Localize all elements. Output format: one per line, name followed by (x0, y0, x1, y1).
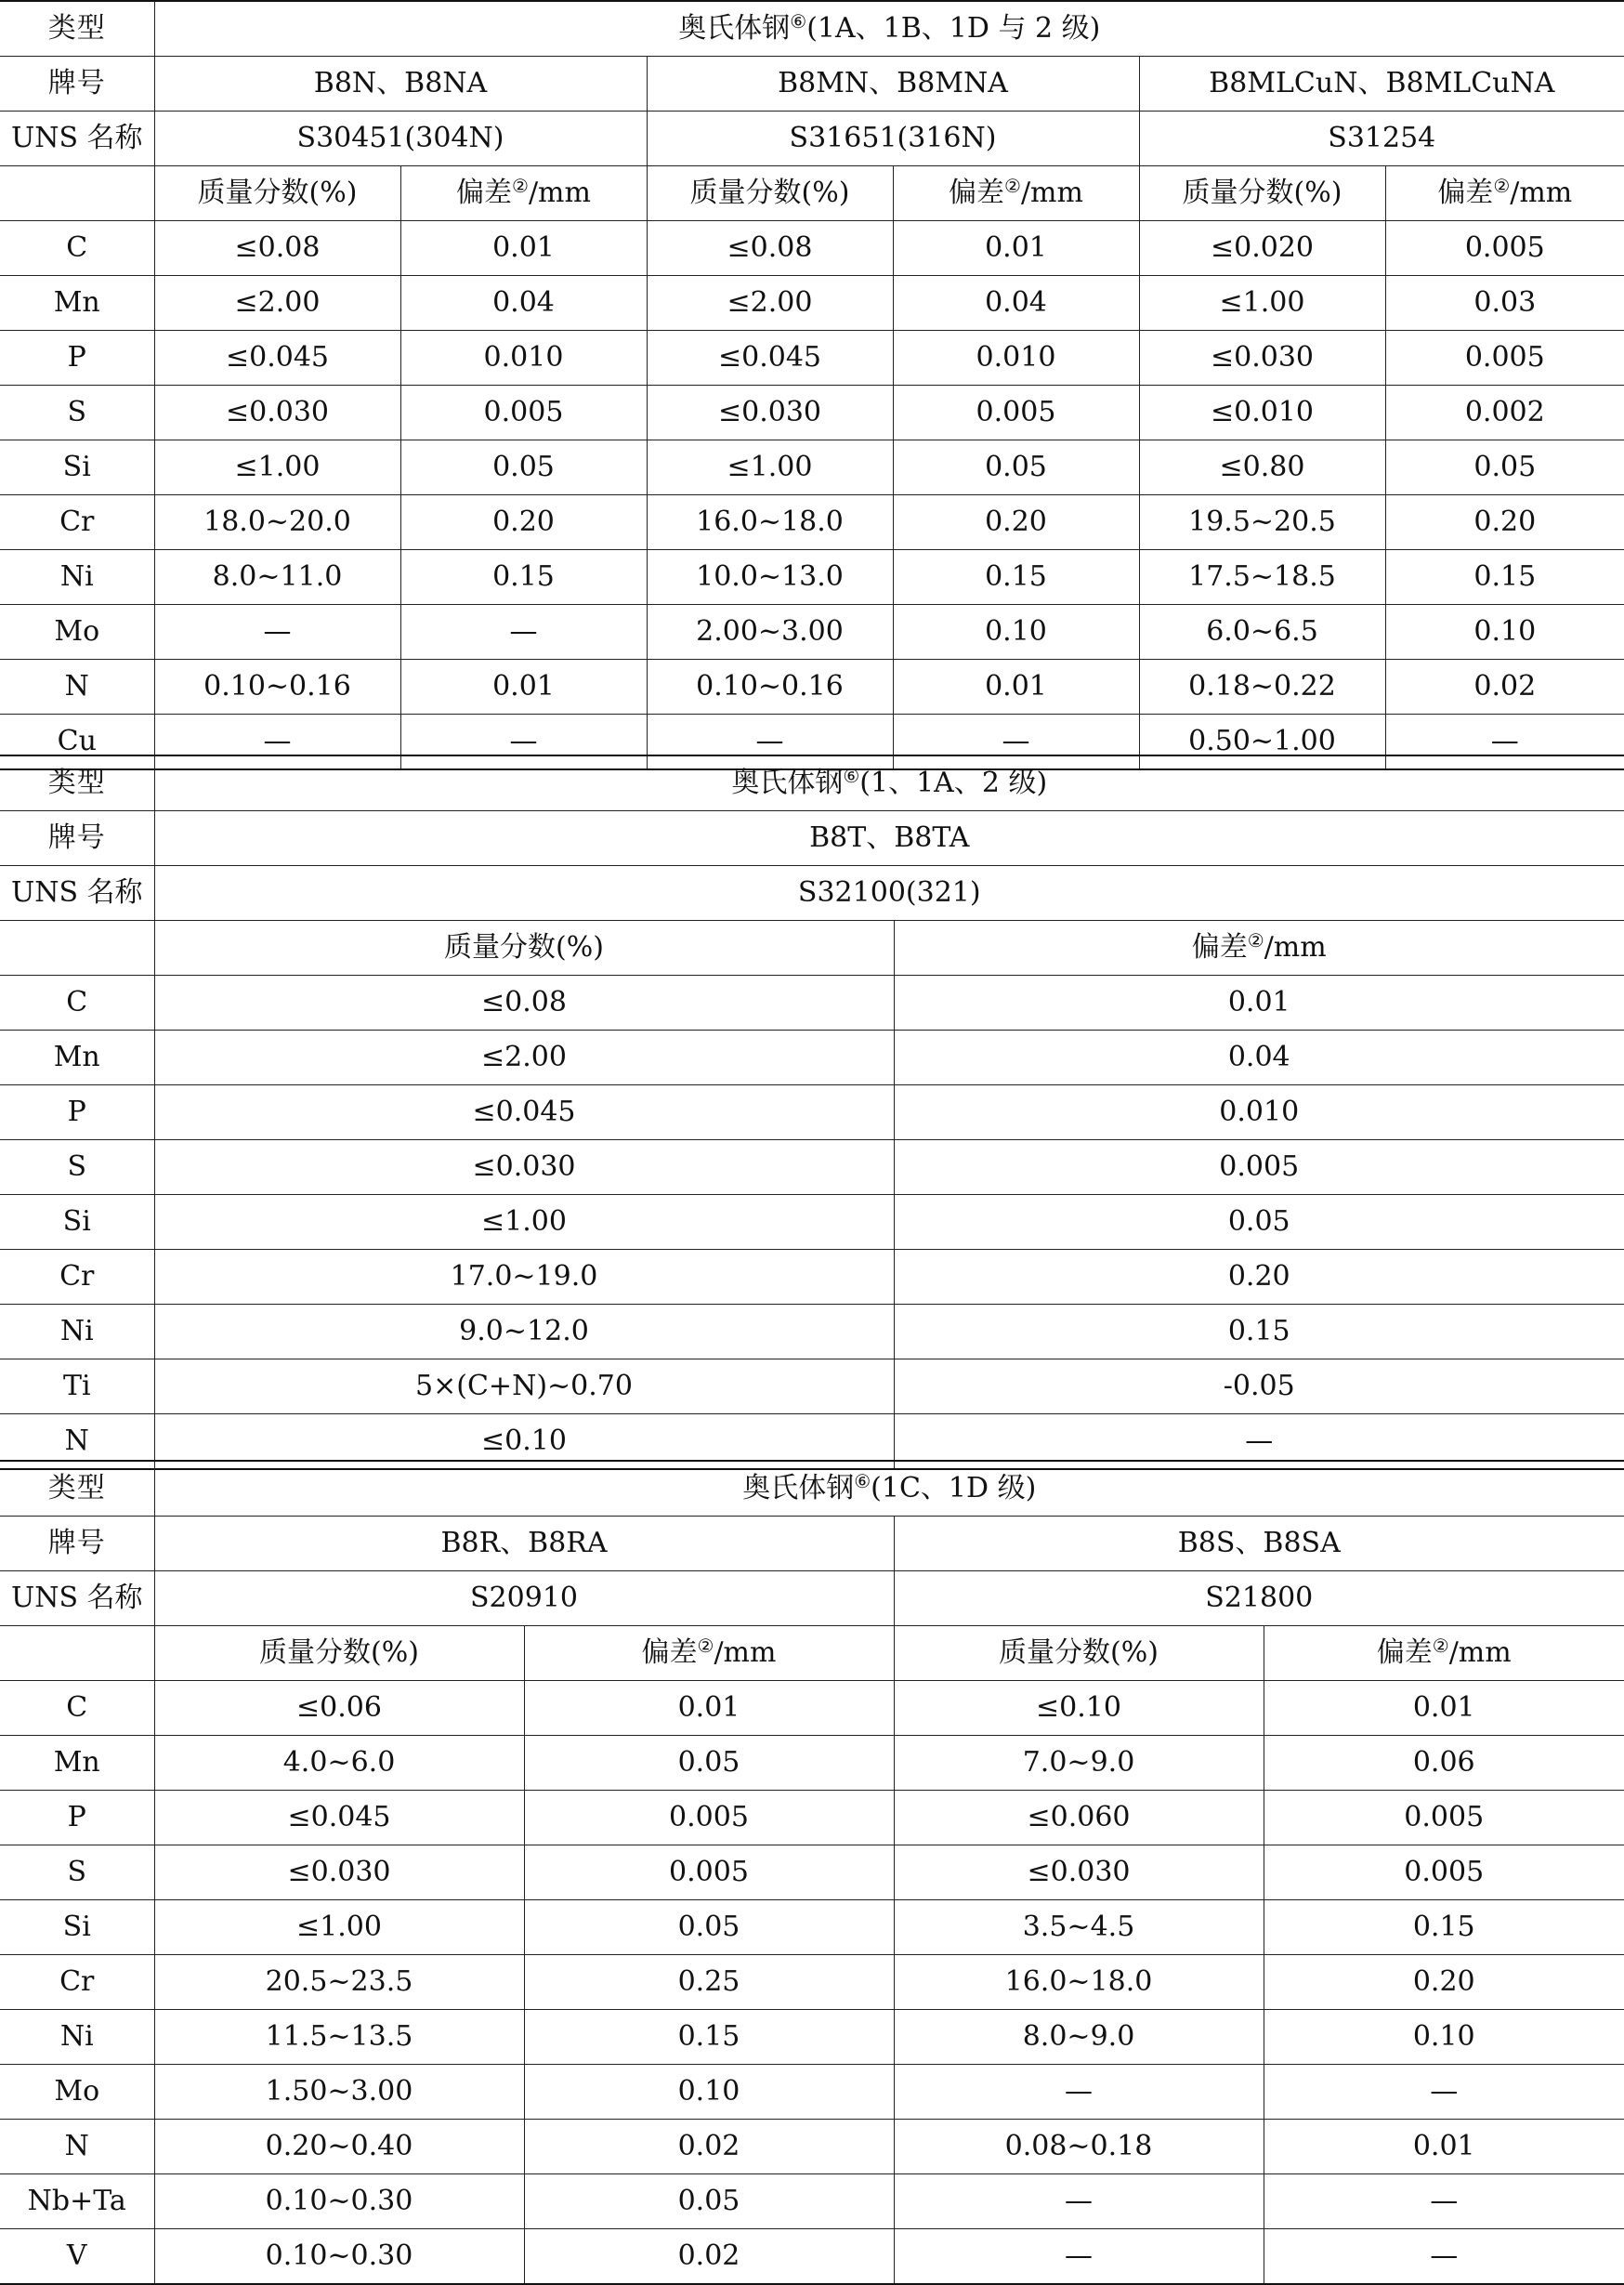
mass-fraction-value: 11.5~13.5 (154, 2010, 524, 2065)
mass-fraction-value: ≤0.06 (154, 1681, 524, 1736)
mass-fraction-value: ≤0.045 (647, 331, 893, 386)
blank-header-cell (0, 166, 154, 221)
mass-fraction-value: 16.0~18.0 (894, 1955, 1264, 2010)
grade-row (0, 57, 1624, 112)
grade-label: 牌号 (0, 811, 154, 866)
tolerance-value: 0.15 (400, 550, 647, 605)
element-name: N (0, 2120, 154, 2174)
element-row (0, 1085, 1624, 1140)
tolerance-value: 0.01 (400, 221, 647, 276)
element-row (0, 2120, 1624, 2174)
tolerance-value: 0.005 (400, 386, 647, 440)
element-row (0, 276, 1624, 331)
mass-fraction-value: 0.10~0.16 (647, 660, 893, 715)
tolerance-value: 0.010 (893, 331, 1139, 386)
element-name: Cr (0, 1250, 154, 1305)
tolerance-value: 0.01 (1264, 2120, 1624, 2174)
uns-value: S32100(321) (154, 866, 1624, 921)
uns-value: S21800 (894, 1571, 1624, 1626)
type-value: 奥氏体钢⑥(1、1A、2 级) (154, 755, 1624, 811)
element-row (0, 2065, 1624, 2120)
tolerance-value: 0.05 (400, 440, 647, 495)
grade-value: B8MLCuN、B8MLCuNA (1139, 57, 1624, 112)
mass-fraction-value: 0.20~0.40 (154, 2120, 524, 2174)
mass-fraction-value: 7.0~9.0 (894, 1736, 1264, 1791)
type-row (0, 1461, 1624, 1517)
element-row (0, 660, 1624, 715)
mass-fraction-value: — (894, 2174, 1264, 2229)
element-row (0, 1955, 1624, 2010)
element-name: C (0, 1681, 154, 1736)
tolerance-value: 0.005 (524, 1791, 894, 1845)
tolerance-value: 0.20 (894, 1250, 1624, 1305)
tolerance-value: — (893, 715, 1139, 770)
tolerance-value: 0.04 (893, 276, 1139, 331)
element-name: Ti (0, 1359, 154, 1414)
element-row (0, 550, 1624, 605)
element-name: P (0, 1791, 154, 1845)
tolerance-value: 0.002 (1385, 386, 1624, 440)
mass-fraction-value: ≤0.80 (1139, 440, 1385, 495)
tolerance-value: — (1385, 715, 1624, 770)
tolerance-value: 0.06 (1264, 1736, 1624, 1791)
tolerance-value: 0.05 (894, 1195, 1624, 1250)
tolerance-value: 0.005 (1385, 331, 1624, 386)
uns-label: UNS 名称 (0, 1571, 154, 1626)
mass-fraction-value: ≤0.08 (154, 976, 894, 1031)
mass-fraction-value: ≤0.08 (154, 221, 400, 276)
mass-fraction-value: 0.50~1.00 (1139, 715, 1385, 770)
mass-fraction-value: ≤0.010 (1139, 386, 1385, 440)
blank-header-cell (0, 921, 154, 976)
mass-fraction-value: — (894, 2065, 1264, 2120)
tolerance-value: 0.02 (524, 2229, 894, 2285)
mass-fraction-value: ≤0.030 (894, 1845, 1264, 1900)
element-name: Mn (0, 1736, 154, 1791)
element-row (0, 1195, 1624, 1250)
mass-fraction-value: — (647, 715, 893, 770)
element-name: Cr (0, 1955, 154, 2010)
grade-value: B8R、B8RA (154, 1517, 894, 1571)
mass-fraction-value: ≤2.00 (154, 276, 400, 331)
element-row (0, 1031, 1624, 1085)
element-name: Ni (0, 550, 154, 605)
tolerance-value: 0.15 (1385, 550, 1624, 605)
mass-fraction-header: 质量分数(%) (647, 166, 893, 221)
tolerance-value: — (1264, 2174, 1624, 2229)
tolerance-value: 0.25 (524, 1955, 894, 2010)
tolerance-value: 0.010 (400, 331, 647, 386)
mass-fraction-value: ≤1.00 (1139, 276, 1385, 331)
grade-value: B8S、B8SA (894, 1517, 1624, 1571)
mass-fraction-value: 5×(C+N)~0.70 (154, 1359, 894, 1414)
mass-fraction-value: 18.0~20.0 (154, 495, 400, 550)
element-row (0, 495, 1624, 550)
tolerance-value: 0.20 (893, 495, 1139, 550)
mass-fraction-value: ≤0.030 (1139, 331, 1385, 386)
mass-fraction-value: ≤0.045 (154, 1791, 524, 1845)
mass-fraction-value: 2.00~3.00 (647, 605, 893, 660)
element-name: P (0, 331, 154, 386)
element-name: S (0, 1140, 154, 1195)
element-name: Mo (0, 2065, 154, 2120)
uns-value: S20910 (154, 1571, 894, 1626)
mass-fraction-value: 0.18~0.22 (1139, 660, 1385, 715)
mass-fraction-value: ≤1.00 (154, 1195, 894, 1250)
subheader-row (0, 921, 1624, 976)
mass-fraction-value: 0.08~0.18 (894, 2120, 1264, 2174)
tolerance-value: 0.005 (1385, 221, 1624, 276)
element-name: S (0, 386, 154, 440)
element-row (0, 1305, 1624, 1359)
element-name: Cr (0, 495, 154, 550)
tolerance-value: 0.04 (400, 276, 647, 331)
mass-fraction-value: ≤0.030 (647, 386, 893, 440)
composition-table-2 (0, 755, 1624, 1470)
element-row (0, 2174, 1624, 2229)
grade-row (0, 1517, 1624, 1571)
grade-value: B8T、B8TA (154, 811, 1624, 866)
element-name: P (0, 1085, 154, 1140)
mass-fraction-header: 质量分数(%) (154, 166, 400, 221)
mass-fraction-value: ≤0.08 (647, 221, 893, 276)
element-row (0, 1681, 1624, 1736)
mass-fraction-value: 20.5~23.5 (154, 1955, 524, 2010)
element-name: N (0, 1414, 154, 1470)
element-name: V (0, 2229, 154, 2285)
element-row (0, 976, 1624, 1031)
type-row (0, 1, 1624, 57)
mass-fraction-value: ≤2.00 (154, 1031, 894, 1085)
uns-label: UNS 名称 (0, 112, 154, 166)
tolerance-value: 0.02 (524, 2120, 894, 2174)
tolerance-header: 偏差②/mm (1385, 166, 1624, 221)
grade-label: 牌号 (0, 1517, 154, 1571)
tolerance-header: 偏差②/mm (400, 166, 647, 221)
mass-fraction-value: 17.0~19.0 (154, 1250, 894, 1305)
element-row (0, 221, 1624, 276)
type-label: 类型 (0, 755, 154, 811)
type-value: 奥氏体钢⑥(1A、1B、1D 与 2 级) (154, 1, 1624, 57)
element-name: Cu (0, 715, 154, 770)
grade-label: 牌号 (0, 57, 154, 112)
mass-fraction-value: — (154, 715, 400, 770)
tolerance-value: — (400, 605, 647, 660)
mass-fraction-value: — (894, 2229, 1264, 2285)
mass-fraction-value: 10.0~13.0 (647, 550, 893, 605)
mass-fraction-value: ≤1.00 (647, 440, 893, 495)
tolerance-value: 0.15 (1264, 1900, 1624, 1955)
tolerance-value: 0.05 (893, 440, 1139, 495)
tolerance-value: 0.005 (1264, 1791, 1624, 1845)
tolerance-value: 0.02 (1385, 660, 1624, 715)
element-name: Mn (0, 1031, 154, 1085)
tolerance-header: 偏差②/mm (1264, 1626, 1624, 1681)
tolerance-value: 0.005 (893, 386, 1139, 440)
type-label: 类型 (0, 1461, 154, 1517)
tolerance-value: — (400, 715, 647, 770)
tolerance-value: 0.10 (1264, 2010, 1624, 2065)
tolerance-value: 0.15 (524, 2010, 894, 2065)
mass-fraction-header: 质量分数(%) (1139, 166, 1385, 221)
mass-fraction-value: ≤1.00 (154, 440, 400, 495)
mass-fraction-value: ≤0.020 (1139, 221, 1385, 276)
tolerance-header: 偏差②/mm (893, 166, 1139, 221)
tolerance-value: 0.01 (400, 660, 647, 715)
type-value: 奥氏体钢⑥(1C、1D 级) (154, 1461, 1624, 1517)
element-row (0, 1140, 1624, 1195)
uns-label: UNS 名称 (0, 866, 154, 921)
mass-fraction-value: ≤0.030 (154, 386, 400, 440)
tolerance-value: — (894, 1414, 1624, 1470)
subheader-row (0, 166, 1624, 221)
element-name: Si (0, 1900, 154, 1955)
tolerance-value: -0.05 (894, 1359, 1624, 1414)
uns-value: S31651(316N) (647, 112, 1139, 166)
element-row (0, 1359, 1624, 1414)
mass-fraction-value: ≤0.045 (154, 1085, 894, 1140)
mass-fraction-value: 0.10~0.30 (154, 2229, 524, 2285)
element-row (0, 1736, 1624, 1791)
tolerance-value: 0.05 (1385, 440, 1624, 495)
element-row (0, 386, 1624, 440)
tolerance-value: 0.005 (524, 1845, 894, 1900)
tolerance-value: 0.20 (1385, 495, 1624, 550)
mass-fraction-header: 质量分数(%) (154, 921, 894, 976)
element-name: Si (0, 440, 154, 495)
element-name: N (0, 660, 154, 715)
grade-value: B8N、B8NA (154, 57, 647, 112)
mass-fraction-header: 质量分数(%) (154, 1626, 524, 1681)
mass-fraction-value: 4.0~6.0 (154, 1736, 524, 1791)
tolerance-value: 0.01 (893, 660, 1139, 715)
tolerance-value: 0.20 (1264, 1955, 1624, 2010)
tolerance-value: 0.10 (893, 605, 1139, 660)
element-row (0, 1791, 1624, 1845)
mass-fraction-value: 6.0~6.5 (1139, 605, 1385, 660)
element-name: Si (0, 1195, 154, 1250)
tolerance-value: — (1264, 2065, 1624, 2120)
tolerance-value: 0.005 (894, 1140, 1624, 1195)
element-row (0, 440, 1624, 495)
element-name: C (0, 976, 154, 1031)
mass-fraction-value: — (154, 605, 400, 660)
tolerance-value: 0.20 (400, 495, 647, 550)
type-row (0, 755, 1624, 811)
composition-table-3 (0, 1460, 1624, 2285)
tolerance-header: 偏差②/mm (894, 921, 1624, 976)
tolerance-value: 0.04 (894, 1031, 1624, 1085)
mass-fraction-value: 0.10~0.30 (154, 2174, 524, 2229)
tolerance-value: 0.10 (1385, 605, 1624, 660)
mass-fraction-value: 8.0~11.0 (154, 550, 400, 605)
element-row (0, 331, 1624, 386)
tolerance-value: 0.01 (894, 976, 1624, 1031)
mass-fraction-value: 19.5~20.5 (1139, 495, 1385, 550)
tolerance-value: 0.03 (1385, 276, 1624, 331)
tolerance-header: 偏差②/mm (524, 1626, 894, 1681)
tolerance-value: 0.15 (893, 550, 1139, 605)
mass-fraction-value: ≤0.10 (154, 1414, 894, 1470)
element-row (0, 1900, 1624, 1955)
element-row (0, 1250, 1624, 1305)
mass-fraction-value: ≤0.030 (154, 1140, 894, 1195)
tolerance-value: 0.005 (1264, 1845, 1624, 1900)
element-row (0, 2229, 1624, 2285)
mass-fraction-header: 质量分数(%) (894, 1626, 1264, 1681)
mass-fraction-value: ≤0.060 (894, 1791, 1264, 1845)
grade-row (0, 811, 1624, 866)
element-row (0, 1845, 1624, 1900)
tolerance-value: — (1264, 2229, 1624, 2285)
mass-fraction-value: 1.50~3.00 (154, 2065, 524, 2120)
element-name: Mo (0, 605, 154, 660)
mass-fraction-value: 3.5~4.5 (894, 1900, 1264, 1955)
uns-row (0, 112, 1624, 166)
mass-fraction-value: 16.0~18.0 (647, 495, 893, 550)
element-name: C (0, 221, 154, 276)
tolerance-value: 0.010 (894, 1085, 1624, 1140)
element-name: Nb+Ta (0, 2174, 154, 2229)
mass-fraction-value: ≤2.00 (647, 276, 893, 331)
mass-fraction-value: 9.0~12.0 (154, 1305, 894, 1359)
mass-fraction-value: ≤0.10 (894, 1681, 1264, 1736)
blank-header-cell (0, 1626, 154, 1681)
element-name: Ni (0, 2010, 154, 2065)
tolerance-value: 0.15 (894, 1305, 1624, 1359)
uns-value: S31254 (1139, 112, 1624, 166)
mass-fraction-value: 17.5~18.5 (1139, 550, 1385, 605)
mass-fraction-value: ≤0.030 (154, 1845, 524, 1900)
uns-row (0, 1571, 1624, 1626)
tolerance-value: 0.05 (524, 1900, 894, 1955)
composition-table-1 (0, 0, 1624, 770)
mass-fraction-value: 8.0~9.0 (894, 2010, 1264, 2065)
element-name: Ni (0, 1305, 154, 1359)
mass-fraction-value: ≤0.045 (154, 331, 400, 386)
element-name: S (0, 1845, 154, 1900)
uns-value: S30451(304N) (154, 112, 647, 166)
element-name: Mn (0, 276, 154, 331)
element-row (0, 2010, 1624, 2065)
tolerance-value: 0.01 (1264, 1681, 1624, 1736)
tolerance-value: 0.10 (524, 2065, 894, 2120)
tolerance-value: 0.05 (524, 1736, 894, 1791)
mass-fraction-value: 0.10~0.16 (154, 660, 400, 715)
type-label: 类型 (0, 1, 154, 57)
element-row (0, 605, 1624, 660)
tolerance-value: 0.05 (524, 2174, 894, 2229)
grade-value: B8MN、B8MNA (647, 57, 1139, 112)
mass-fraction-value: ≤1.00 (154, 1900, 524, 1955)
subheader-row (0, 1626, 1624, 1681)
tolerance-value: 0.01 (524, 1681, 894, 1736)
uns-row (0, 866, 1624, 921)
tolerance-value: 0.01 (893, 221, 1139, 276)
